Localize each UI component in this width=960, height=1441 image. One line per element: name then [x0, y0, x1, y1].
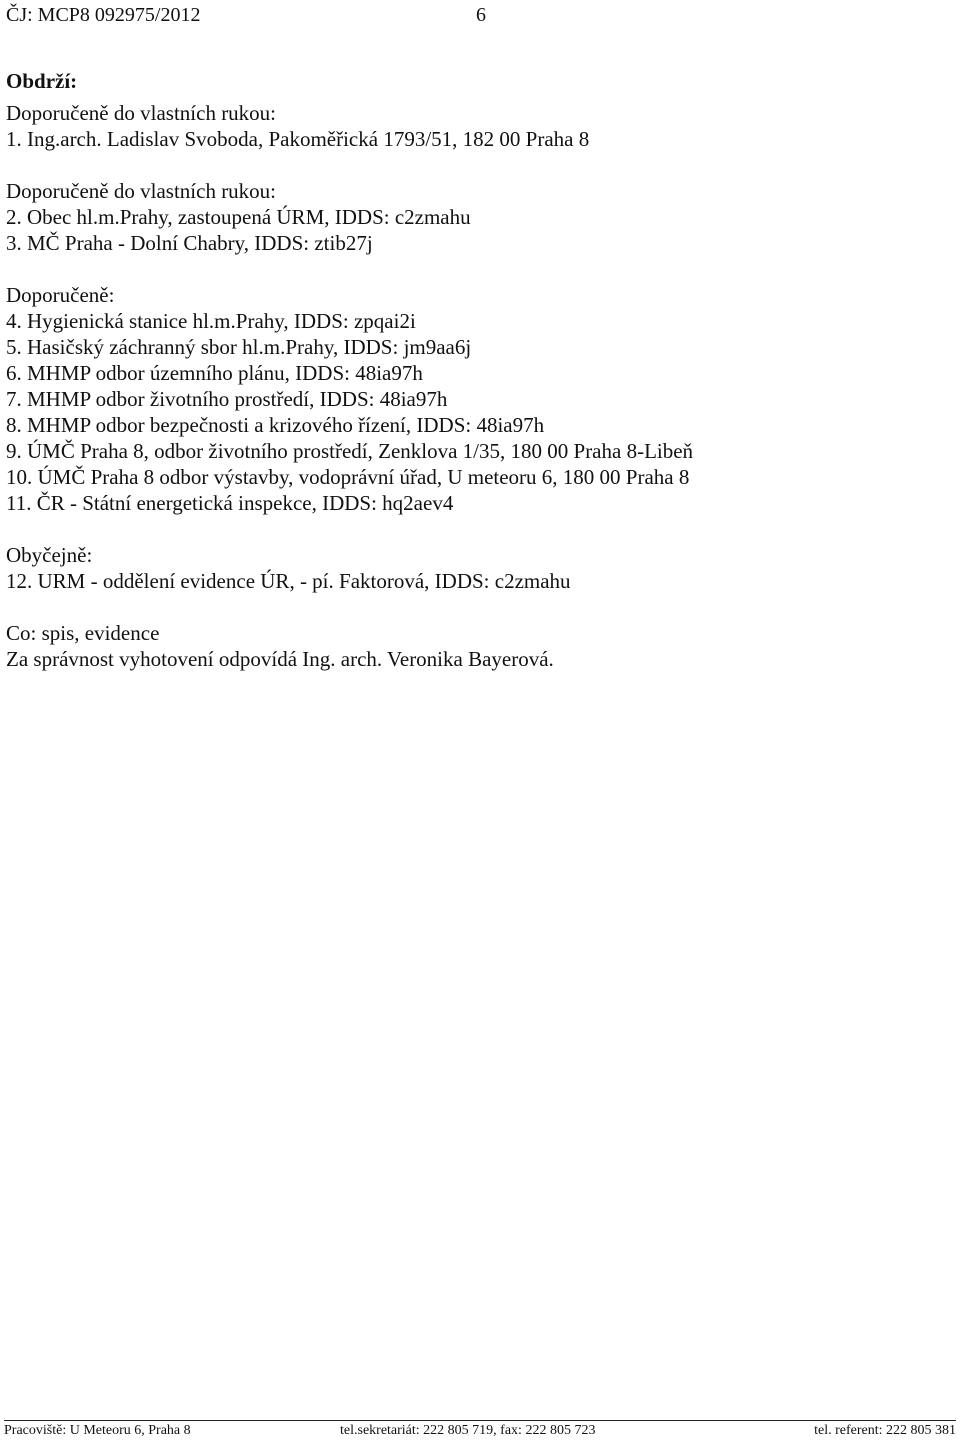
document-header	[6, 3, 486, 27]
recipient-item: 11. ČR - Státní energetická inspekce, IDDS: hq2aev4	[6, 491, 454, 515]
page-footer	[4, 1420, 956, 1441]
recipient-item: 1. Ing.arch. Ladislav Svoboda, Pakoměřická 1793/51, 182 00 Praha 8	[6, 127, 590, 151]
group-label: Doporučeně do vlastních rukou:	[6, 179, 277, 203]
reference-number: ČJ: MCP8 092975/2012	[6, 4, 201, 26]
recipient-item: 8. MHMP odbor bezpečnosti a krizového řízení, IDDS: 48ia97h	[6, 413, 545, 437]
recipient-item: 5. Hasičský záchranný sbor hl.m.Prahy, IDDS: jm9aa6j	[6, 335, 472, 359]
footer-secretariat: tel.sekretariát: 222 805 719, fax: 222 805 723	[340, 1423, 596, 1438]
copy-to-line: Co: spis, evidence	[6, 621, 160, 645]
recipients-heading: Obdrží:	[6, 69, 78, 93]
recipient-item: 4. Hygienická stanice hl.m.Prahy, IDDS: zpqai2i	[6, 309, 416, 333]
correctness-statement: Za správnost vyhotovení odpovídá Ing. arch. Veronika Bayerová.	[6, 647, 554, 671]
group-label: Doporučeně:	[6, 283, 115, 307]
footer-referent: tel. referent: 222 805 381	[814, 1423, 956, 1438]
group-label: Obyčejně:	[6, 543, 93, 567]
group-label: Doporučeně do vlastních rukou:	[6, 101, 277, 125]
recipient-item: 6. MHMP odbor územního plánu, IDDS: 48ia97h	[6, 361, 423, 385]
recipient-item: 2. Obec hl.m.Prahy, zastoupená ÚRM, IDDS: c2zmahu	[6, 205, 471, 229]
recipient-item: 10. ÚMČ Praha 8 odbor výstavby, vodoprávní úřad, U meteoru 6, 180 00 Praha 8	[6, 465, 690, 489]
page-number: 6	[476, 4, 486, 26]
footer-workplace: Pracoviště: U Meteoru 6, Praha 8	[4, 1423, 191, 1438]
recipient-item: 9. ÚMČ Praha 8, odbor životního prostředí, Zenklova 1/35, 180 00 Praha 8-Libeň	[6, 439, 694, 463]
recipient-item: 7. MHMP odbor životního prostředí, IDDS: 48ia97h	[6, 387, 448, 411]
recipients-list	[6, 100, 693, 672]
recipient-item: 12. URM - oddělení evidence ÚR, - pí. Faktorová, IDDS: c2zmahu	[6, 569, 571, 593]
recipient-item: 3. MČ Praha - Dolní Chabry, IDDS: ztib27j	[6, 231, 373, 255]
